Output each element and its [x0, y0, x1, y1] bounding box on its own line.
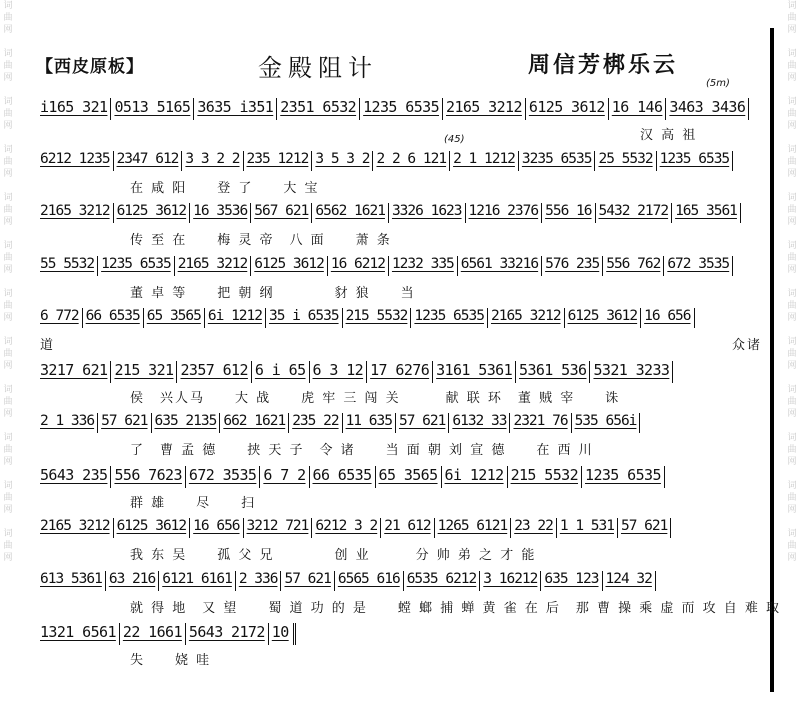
slide-annotation: (45)	[444, 134, 465, 145]
measure: 235 22	[289, 413, 342, 433]
watermark-right: 词 曲 网 词 曲 网 词 曲 网 词 曲 网 词 曲 网 词 曲 网 词 曲 网 词 曲 网 词 曲 网 词 曲 网 词 曲 网 词 曲 网	[787, 1, 797, 563]
measure: 635 123	[541, 571, 602, 591]
measure: 55 5532	[40, 256, 98, 276]
measure: 1321 6561	[40, 623, 120, 645]
measure: 6125 3612	[251, 256, 328, 276]
measure: 66 6535	[310, 466, 376, 488]
measure: 6125 3612	[565, 308, 642, 328]
measure: 6121 6161	[159, 571, 236, 591]
lyrics-line: 了 曹 孟 德 挟 天 子 令 诸 当 面 朝 刘 宣 德 在 西 川	[130, 443, 594, 458]
measure: 2165 3212	[40, 518, 114, 538]
measure: 1 1 531	[557, 518, 618, 538]
measure: 11 635	[343, 413, 396, 433]
score-system	[40, 306, 762, 359]
lyrics-line: 在 咸 阳 登 了 大 宝	[130, 180, 320, 196]
score-system	[40, 201, 762, 254]
measure: 66 6535	[83, 308, 144, 328]
measure: 5643 2172	[186, 623, 269, 645]
measure: 3 16212	[480, 571, 541, 591]
measure: 2 2 6 121	[373, 151, 450, 171]
measure: 1235 6535	[98, 256, 175, 276]
measure: 5432 2172	[596, 203, 673, 223]
measure: 3217 621	[40, 361, 111, 383]
score-system	[40, 149, 762, 202]
measure: 635 2135	[152, 413, 221, 433]
measure: i165 321	[40, 98, 111, 120]
measure: 6132 33	[449, 413, 510, 433]
measure: 57 621	[281, 571, 334, 591]
measure: 57 621	[396, 413, 449, 433]
measure: 3 3 2 2	[182, 151, 243, 171]
measure: 6 7 2	[260, 466, 309, 488]
measure: 5643 235	[40, 466, 111, 488]
lyrics-line: 失 娆 哇	[130, 653, 212, 668]
measure: 6562 1621	[312, 203, 389, 223]
lyrics-line: 我 东 吴 孤 父 兄 创 业 分 帅 弟 之 才 能	[130, 548, 537, 563]
measure: 2 336	[236, 571, 282, 591]
lyrics-line: 就 得 地 又 望 蜀 道 功 的 是 螳 螂 捕 蝉 黄 雀 在 后 那 曹 操 乘 虚 而 攻 自 难 取	[130, 600, 782, 616]
measure: 0513 5165	[111, 98, 194, 120]
notation-line	[40, 98, 762, 120]
measure: 6 772	[40, 308, 83, 328]
measure: 5361 536	[516, 361, 590, 383]
notation-line	[40, 571, 762, 591]
page-title: 金殿阻计	[258, 54, 378, 82]
measure: 6125 3612	[114, 518, 191, 538]
measure: 16 656	[190, 518, 243, 538]
score-system	[40, 254, 762, 307]
lyrics-line: 董 卓 等 把 朝 纲 豺 狼 当	[130, 285, 416, 301]
watermark-left: 词 曲 网 词 曲 网 词 曲 网 词 曲 网 词 曲 网 词 曲 网 词 曲 网 词 曲 网 词 曲 网 词 曲 网 词 曲 网 词 曲 网	[3, 1, 13, 563]
measure: 6212 1235	[40, 151, 114, 171]
measure: 1235 6535	[411, 308, 488, 328]
measure: 17 6276	[367, 361, 433, 383]
measure: 2351 6532	[277, 98, 360, 120]
score-system	[40, 96, 762, 149]
measure: 16 6212	[328, 256, 389, 276]
score-system	[40, 464, 762, 517]
notation-line	[40, 413, 762, 433]
notation-line	[40, 466, 762, 488]
measure: 6535 6212	[404, 571, 481, 591]
measure: 2321 76	[510, 413, 571, 433]
measure: 556 762	[603, 256, 664, 276]
score-system	[40, 411, 762, 464]
measure: 6i 1212	[442, 466, 508, 488]
measure: 535 656i	[572, 413, 641, 433]
lyrics-line: 侯 兴人马 大 战 虎 牢 三 闯 关 献 联 环 董 贼 宰 诛	[130, 390, 621, 406]
notation-line	[40, 256, 762, 276]
measure: 672 3535	[186, 466, 260, 488]
notation-line	[40, 203, 762, 223]
notation-line	[40, 361, 762, 383]
measure: 3161 5361	[433, 361, 516, 383]
measure: 215 5532	[508, 466, 582, 488]
measure: 3463 3436	[666, 98, 749, 120]
measure: 576 235	[542, 256, 603, 276]
measure: 1235 6535	[360, 98, 443, 120]
measure: 6125 3612	[526, 98, 609, 120]
measure: 3235 6535	[519, 151, 596, 171]
measure: 215 5532	[343, 308, 412, 328]
notation-line	[40, 518, 762, 538]
lyrics-cue: 众诸	[731, 338, 762, 353]
measure: 1265 6121	[435, 518, 512, 538]
notation-line	[40, 151, 762, 171]
measure: 672 3535	[664, 256, 733, 276]
score-system	[40, 359, 762, 412]
measure: 22 1661	[120, 623, 186, 645]
measure: 556 16	[542, 203, 595, 223]
measure: 124 32	[603, 571, 656, 591]
measure: 6125 3612	[114, 203, 191, 223]
measure: 65 3565	[376, 466, 442, 488]
measure: 556 7623	[111, 466, 185, 488]
measure: 6i 1212	[205, 308, 266, 328]
measure: 1235 6535	[657, 151, 734, 171]
measure: 63 216	[106, 571, 159, 591]
measure: 613 5361	[40, 571, 106, 591]
measure: 215 321	[111, 361, 177, 383]
measure: 3635 i351	[194, 98, 277, 120]
measure: 6 3 12	[310, 361, 368, 383]
measure: 57 621	[618, 518, 671, 538]
measure: 2165 3212	[40, 203, 114, 223]
notation-line	[40, 623, 762, 645]
lyrics-line: 群 雄 尽 扫	[130, 495, 257, 511]
measure: 16 656	[641, 308, 694, 328]
measure: 25 5532	[595, 151, 656, 171]
measure: 3326 1623	[389, 203, 466, 223]
measure: 2165 3212	[488, 308, 565, 328]
lyrics-line: 汉 高 祖	[640, 128, 698, 143]
measure: 662 1621	[220, 413, 289, 433]
measure: 35 i 6535	[266, 308, 343, 328]
lyrics-line: 道	[40, 338, 56, 353]
measure: 165 3561	[672, 203, 741, 223]
measure: 3 5 3 2	[312, 151, 373, 171]
measure: 2 1 1212	[450, 151, 519, 171]
measure: 6565 616	[335, 571, 404, 591]
measure: 567 621	[251, 203, 312, 223]
measure: 2165 3212	[443, 98, 526, 120]
measure: 23 22	[511, 518, 557, 538]
measure: 6212 3 2	[312, 518, 381, 538]
measure: 2165 3212	[175, 256, 252, 276]
measure: 6 i 65	[252, 361, 310, 383]
measure: 5321 3233	[590, 361, 673, 383]
measure: 235 1212	[244, 151, 313, 171]
measure: 3212 721	[244, 518, 313, 538]
tempo-annotation: (5m)	[706, 78, 730, 89]
measure: 65 3565	[144, 308, 205, 328]
measure: 21 612	[381, 518, 434, 538]
measure: 16 3536	[190, 203, 251, 223]
notation-line	[40, 308, 762, 328]
author-credit: 周信芳梆乐云	[528, 52, 679, 78]
right-margin-rule	[770, 28, 774, 692]
lyrics-line: 传 至 在 梅 灵 帝 八 面 萧 条	[130, 233, 392, 248]
score-system	[40, 621, 762, 674]
measure: 1232 335	[389, 256, 458, 276]
jianpu-score	[40, 96, 782, 674]
tune-source-label: 【西皮原板】	[36, 57, 144, 77]
measure: 16 146	[609, 98, 667, 120]
measure: 2 1 336	[40, 413, 98, 433]
measure: 2357 612	[177, 361, 251, 383]
score-header	[0, 48, 770, 88]
measure: 1216 2376	[466, 203, 543, 223]
measure: 57 621	[98, 413, 151, 433]
measure: 2347 612	[114, 151, 183, 171]
score-system	[40, 516, 762, 569]
score-system	[40, 569, 782, 622]
measure: 6561 33216	[458, 256, 542, 276]
measure: 10	[269, 623, 296, 645]
measure: 1235 6535	[582, 466, 665, 488]
